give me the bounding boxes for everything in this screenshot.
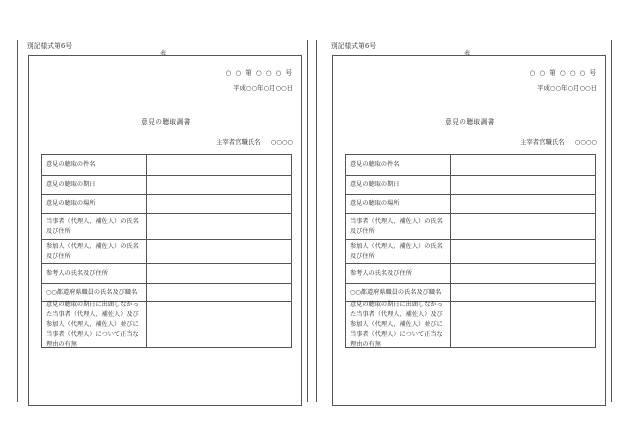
row-value-field[interactable] bbox=[147, 155, 291, 175]
document-title: 意見の聴取調書 bbox=[445, 118, 495, 126]
row-value-field[interactable] bbox=[451, 176, 595, 194]
table-row bbox=[346, 194, 595, 213]
row-value-field[interactable] bbox=[451, 240, 595, 263]
row-value-field[interactable] bbox=[147, 240, 291, 263]
presiding-officer-name: ○○○○ bbox=[574, 138, 597, 146]
table-row bbox=[346, 155, 595, 175]
document-date: 平成○○年○月○○日 bbox=[233, 84, 293, 92]
document-number: ○ ○ 第 ○ ○ ○ 号 bbox=[529, 69, 597, 77]
table-row bbox=[42, 194, 291, 213]
side-label: 表 bbox=[463, 50, 470, 57]
table-row bbox=[42, 263, 291, 283]
document-title: 意見の聴取調書 bbox=[141, 118, 191, 126]
presiding-officer-name: ○○○○ bbox=[270, 138, 293, 146]
table-row bbox=[346, 213, 595, 239]
row-value-field[interactable] bbox=[147, 195, 291, 213]
table-row bbox=[346, 301, 595, 347]
row-label: 意見の聴取の場所 bbox=[346, 195, 451, 213]
table-row bbox=[42, 175, 291, 194]
row-label: 参加人（代理人、補佐人）の氏名及び住所 bbox=[42, 240, 147, 263]
row-label: 参考人の氏名及び住所 bbox=[346, 264, 451, 283]
table-row bbox=[346, 239, 595, 263]
row-label: 当事者（代理人、補佐人）の氏名及び住所 bbox=[346, 214, 451, 239]
form-label: 別記様式第6号 bbox=[331, 42, 377, 50]
side-label: 表 bbox=[159, 50, 166, 57]
row-label: 意見の聴取の件名 bbox=[346, 155, 451, 175]
row-value-field[interactable] bbox=[451, 264, 595, 283]
document-number: ○ ○ 第 ○ ○ ○ 号 bbox=[225, 69, 293, 77]
row-label: 参加人（代理人、補佐人）の氏名及び住所 bbox=[346, 240, 451, 263]
row-value-field[interactable] bbox=[451, 214, 595, 239]
document-frame bbox=[332, 55, 606, 406]
row-value-field[interactable] bbox=[451, 302, 595, 347]
row-value-field[interactable] bbox=[147, 302, 291, 347]
row-label: 意見の聴取の期日 bbox=[346, 176, 451, 194]
presiding-officer bbox=[520, 137, 597, 146]
table-row bbox=[346, 283, 595, 301]
row-value-field[interactable] bbox=[147, 264, 291, 283]
form-label: 別記様式第6号 bbox=[27, 42, 73, 50]
form-page-right bbox=[322, 0, 612, 442]
table-row bbox=[42, 155, 291, 175]
row-value-field[interactable] bbox=[451, 155, 595, 175]
row-label: 意見の聴取の期日に出頭しなかった当事者（代理人、補佐人）及び参加人（代理人、補佐人）並びに当事者（代理人）について正当な理由の有無 bbox=[346, 302, 451, 347]
presiding-officer-label: 主宰者官職氏名 bbox=[215, 138, 261, 146]
page-right-edge-line bbox=[307, 40, 308, 402]
row-value-field[interactable] bbox=[147, 176, 291, 194]
row-value-field[interactable] bbox=[147, 284, 291, 301]
presiding-officer-label: 主宰者官職氏名 bbox=[519, 138, 565, 146]
page-right-edge-line bbox=[611, 40, 612, 402]
form-page-left bbox=[18, 0, 308, 442]
row-label: 意見の聴取の期日 bbox=[42, 176, 147, 194]
record-table bbox=[345, 154, 596, 348]
row-label: 意見の聴取の場所 bbox=[42, 195, 147, 213]
row-label: 意見の聴取の期日に出頭しなかった当事者（代理人、補佐人）及び参加人（代理人、補佐人）並びに当事者（代理人）について正当な理由の有無 bbox=[42, 302, 147, 347]
row-value-field[interactable] bbox=[147, 214, 291, 239]
row-value-field[interactable] bbox=[451, 284, 595, 301]
document-date: 平成○○年○月○○日 bbox=[537, 84, 597, 92]
record-table bbox=[41, 154, 292, 348]
page-left-edge-line bbox=[316, 40, 317, 402]
document-frame bbox=[28, 55, 302, 406]
presiding-officer bbox=[216, 137, 293, 146]
row-label: 当事者（代理人、補佐人）の氏名及び住所 bbox=[42, 214, 147, 239]
row-label: 意見の聴取の件名 bbox=[42, 155, 147, 175]
page-left-edge-line bbox=[17, 40, 18, 402]
table-row bbox=[42, 283, 291, 301]
table-row bbox=[346, 263, 595, 283]
table-row bbox=[42, 239, 291, 263]
table-row bbox=[42, 301, 291, 347]
row-value-field[interactable] bbox=[451, 195, 595, 213]
table-row bbox=[42, 213, 291, 239]
row-label: ○○都道府県職員の氏名及び職名 bbox=[42, 284, 147, 301]
row-label: ○○都道府県職員の氏名及び職名 bbox=[346, 284, 451, 301]
table-row bbox=[346, 175, 595, 194]
row-label: 参考人の氏名及び住所 bbox=[42, 264, 147, 283]
